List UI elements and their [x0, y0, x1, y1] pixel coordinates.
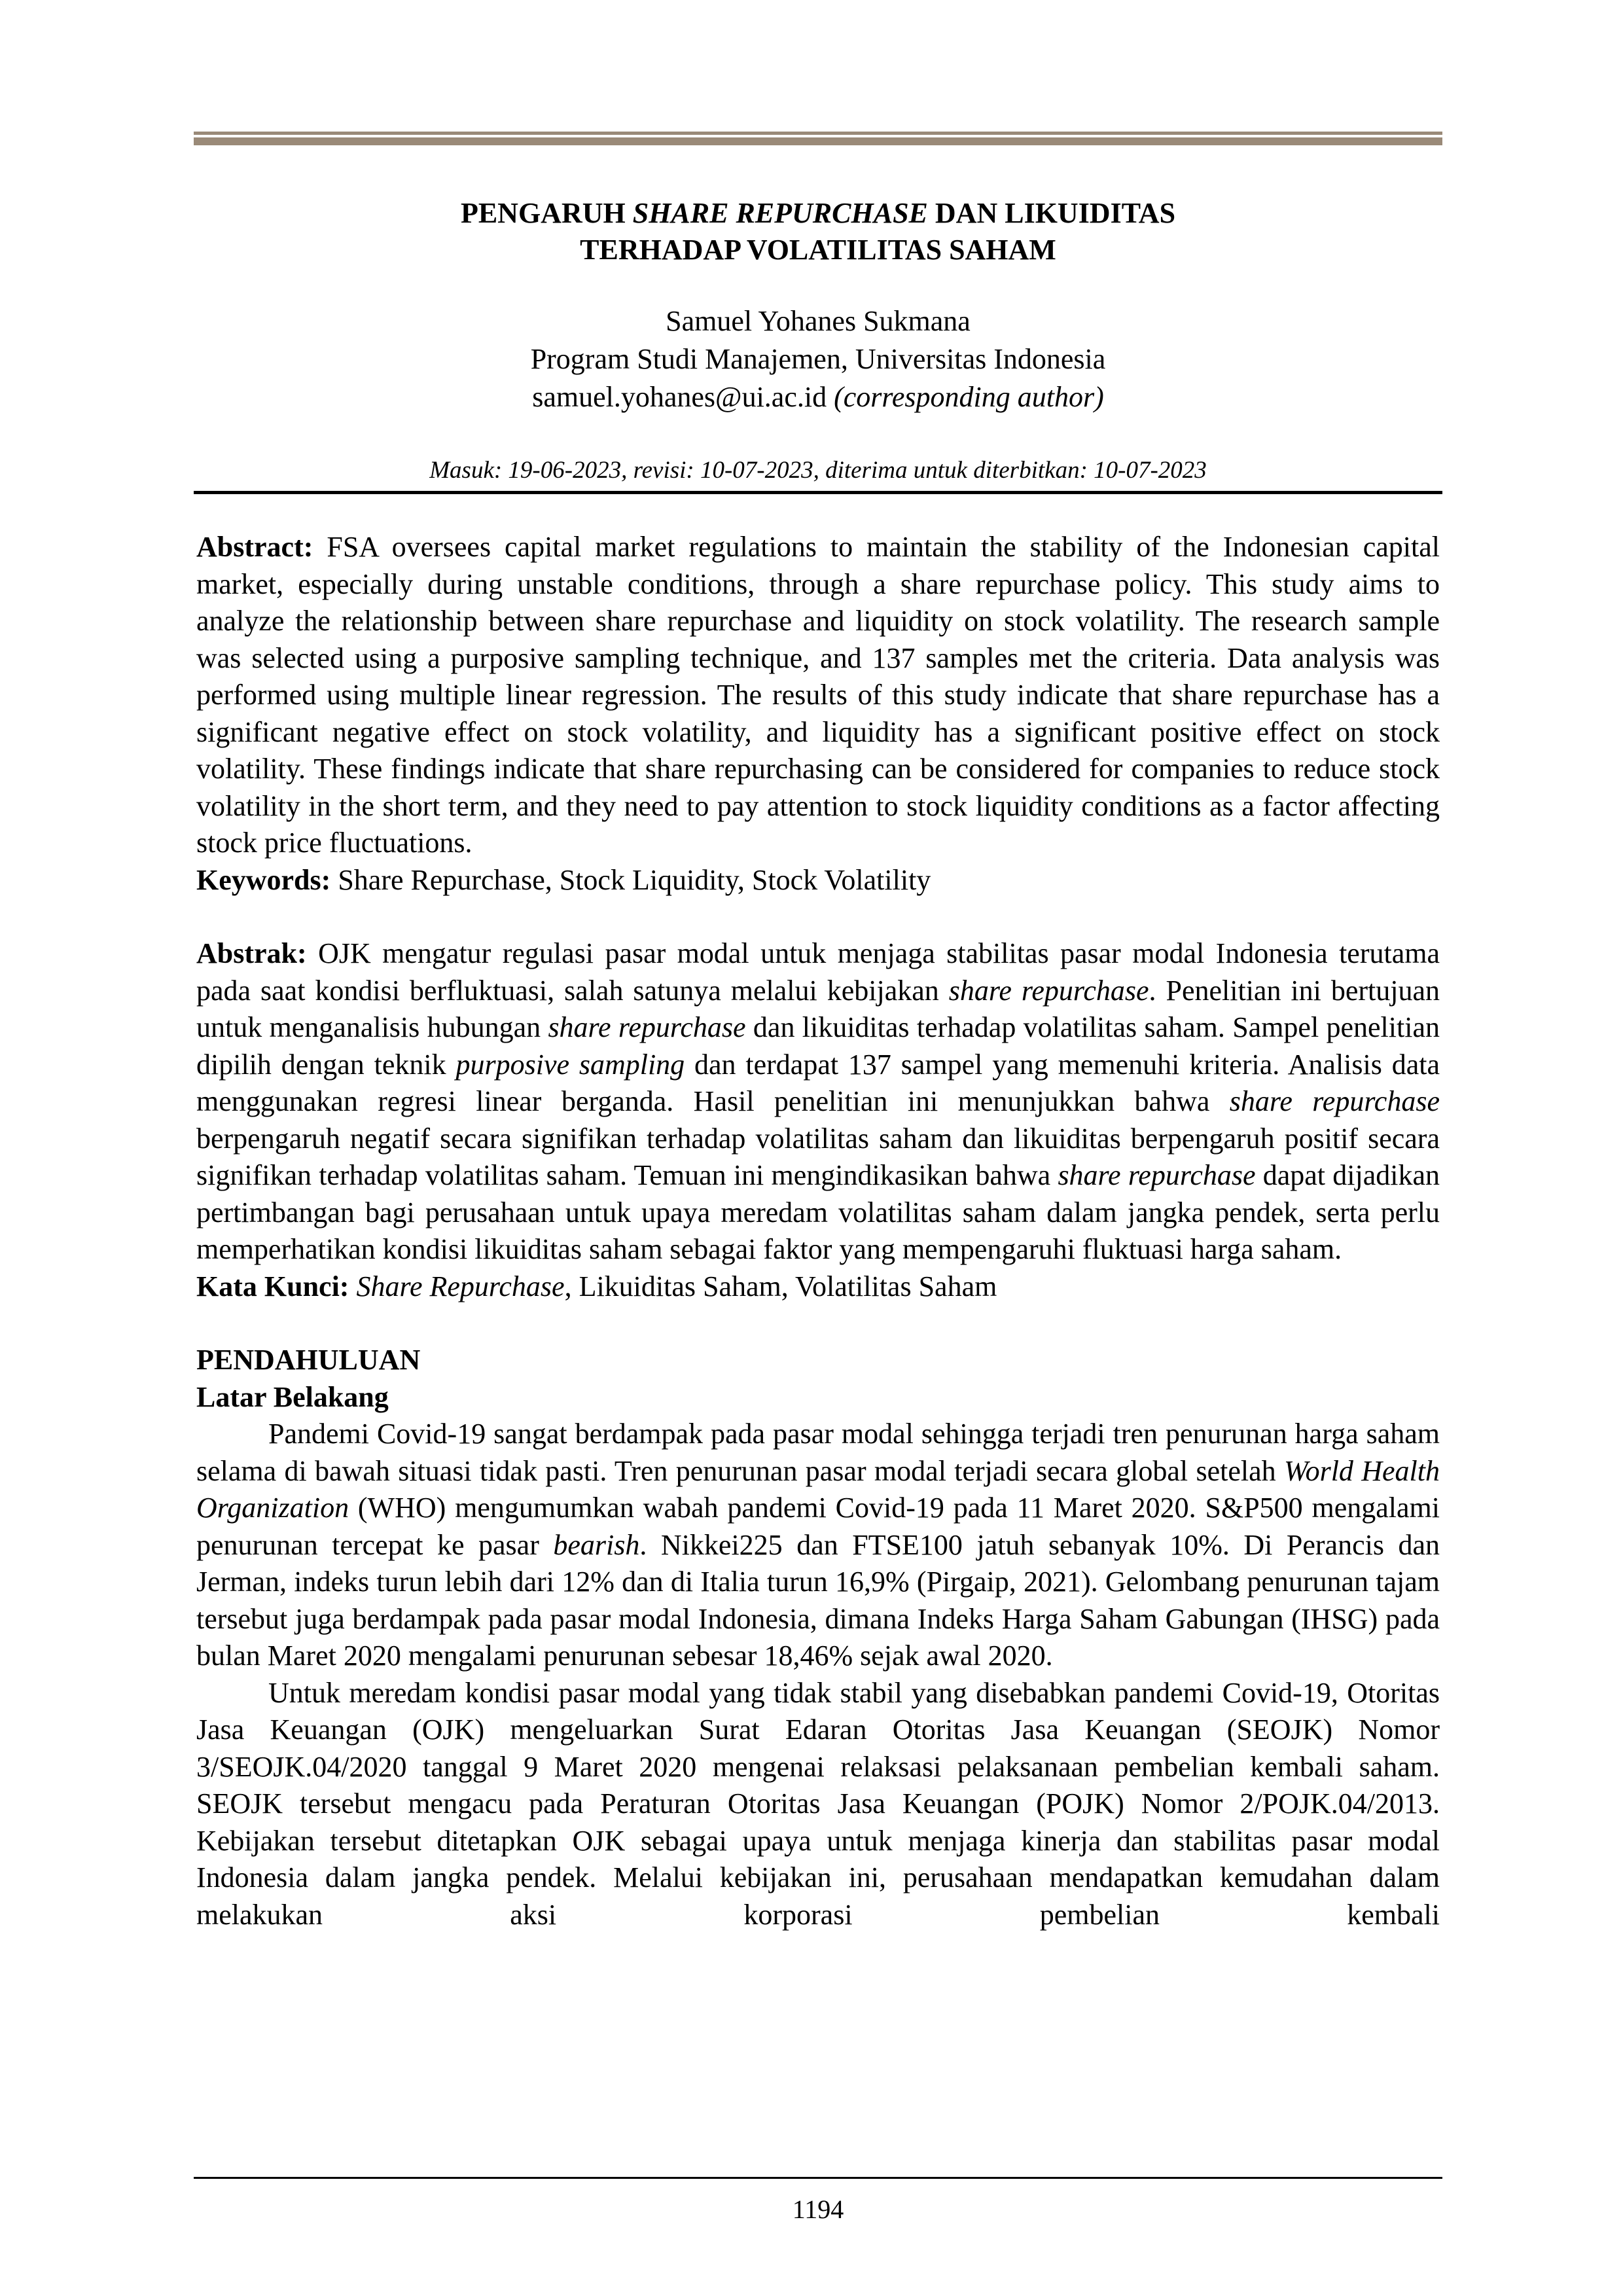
paper-body — [196, 529, 1440, 1933]
author-name: Samuel Yohanes Sukmana — [666, 305, 971, 337]
title-line-1: PENGARUH SHARE REPURCHASE DAN LIKUIDITAS — [460, 197, 1176, 229]
paper-title — [194, 195, 1442, 268]
page-number: 1194 — [792, 2195, 844, 2224]
header-rule-thin — [194, 132, 1442, 135]
footer-rule — [194, 2177, 1442, 2179]
abstract-label: Abstract: — [196, 531, 313, 563]
section-heading: PENDAHULUAN — [196, 1344, 421, 1376]
keywords-en: Keywords: Share Repurchase, Stock Liquidity, Stock Volatility — [196, 863, 931, 896]
body-paragraph-2: Untuk meredam kondisi pasar modal yang tidak stabil yang disebabkan pandemi Covid-19, Otoritas Jasa Keuangan (OJK) mengeluarkan Surat Edaran Otoritas Jasa Keuangan (SEOJK) Nomor 3/SEOJK.04/2020 tanggal 9 Maret 2020 mengenai relaksasi pelaksanaan pembelian kembali saham. SEOJK tersebut mengacu pada Peraturan Otoritas Jasa Keuangan (POJK) Nomor 2/POJK.04/2013. Kebijakan tersebut ditetapkan OJK sebagai upaya untuk menjaga kinerja dan stabilitas pasar modal Indonesia dalam jangka pendek. Melalui kebijakan ini, perusahaan mendapatkan kemudahan dalam melakukan aksi korporasi pembelian kembali — [196, 1676, 1440, 1931]
title-italic: SHARE REPURCHASE — [632, 197, 928, 229]
author-email[interactable]: samuel.yohanes@ui.ac.id — [532, 381, 827, 413]
submission-dates: Masuk: 19-06-2023, revisi: 10-07-2023, diterima untuk diterbitkan: 10-07-2023 — [429, 457, 1207, 484]
abstract-en: Abstract: FSA oversees capital market regulations to maintain the stability of the Indonesian capital market, especially during unstable conditions, through a share repurchase policy. This study aims to analyze the relationship between share repurchase and liquidity on stock volatility. The research sample was selected using a purposive sampling technique, and 137 samples met the criteria. Data analysis was performed using multiple linear regression. The results of this study indicate that share repurchase has a significant negative effect on stock volatility, and liquidity has a significant positive effect on stock volatility. These findings indicate that share repurchasing can be considered for companies to reduce stock volatility in the short term, and they need to pay attention to stock liquidity conditions as a factor affecting stock price fluctuations. — [196, 531, 1440, 859]
kata-kunci-label: Kata Kunci: — [196, 1270, 349, 1302]
title-line-2: TERHADAP VOLATILITAS SAHAM — [580, 234, 1056, 266]
abstract-id: Abstrak: OJK mengatur regulasi pasar modal untuk menjaga stabilitas pasar modal Indonesia terutama pada saat kondisi berfluktuasi, salah satunya melalui kebijakan share repurchase. Penelitian ini bertujuan untuk menganalisis hubungan share repurchase dan likuiditas terhadap volatilitas saham. Sampel penelitian dipilih dengan teknik purposive sampling dan terdapat 137 sampel yang memenuhi kriteria. Analisis data menggunakan regresi linear berganda. Hasil penelitian ini menunjukkan bahwa share repurchase berpengaruh negatif secara signifikan terhadap volatilitas saham dan likuiditas berpengaruh positif secara signifikan terhadap volatilitas saham. Temuan ini mengindikasikan bahwa share repurchase dapat dijadikan pertimbangan bagi perusahaan untuk upaya meredam volatilitas saham dalam jangka pendek, serta perlu memperhatikan kondisi likuiditas saham sebagai faktor yang mempengaruhi fluktuasi harga saham. — [196, 937, 1440, 1265]
author-affiliation: Program Studi Manajemen, Universitas Indonesia — [530, 343, 1106, 375]
header-rule-thick — [194, 137, 1442, 145]
author-block — [194, 302, 1442, 416]
author-email-line — [194, 378, 1442, 416]
keywords-label: Keywords: — [196, 863, 331, 896]
keywords-id: Kata Kunci: Share Repurchase, Likuiditas Saham, Volatilitas Saham — [196, 1270, 997, 1302]
body-paragraph-1: Pandemi Covid-19 sangat berdampak pada pasar modal sehingga terjadi tren penurunan harga saham selama di bawah situasi tidak pasti. Tren penurunan pasar modal terjadi secara global setelah World Health Organization (WHO) mengumumkan wabah pandemi Covid-19 pada 11 Maret 2020. S&P500 mengalami penurunan tercepat ke pasar bearish. Nikkei225 dan FTSE100 jatuh sebanyak 10%. Di Perancis dan Jerman, indeks turun lebih dari 12% dan di Italia turun 16,9% (Pirgaip, 2021). Gelombang penurunan tajam tersebut juga berdampak pada pasar modal Indonesia, dimana Indeks Harga Saham Gabungan (IHSG) pada bulan Maret 2020 mengalami penurunan sebesar 18,46% sejak awal 2020. — [196, 1418, 1440, 1672]
subsection-heading: Latar Belakang — [196, 1380, 389, 1413]
corresponding-note: (corresponding author) — [834, 381, 1104, 413]
abstrak-label: Abstrak: — [196, 937, 307, 969]
header-divider — [194, 491, 1442, 494]
